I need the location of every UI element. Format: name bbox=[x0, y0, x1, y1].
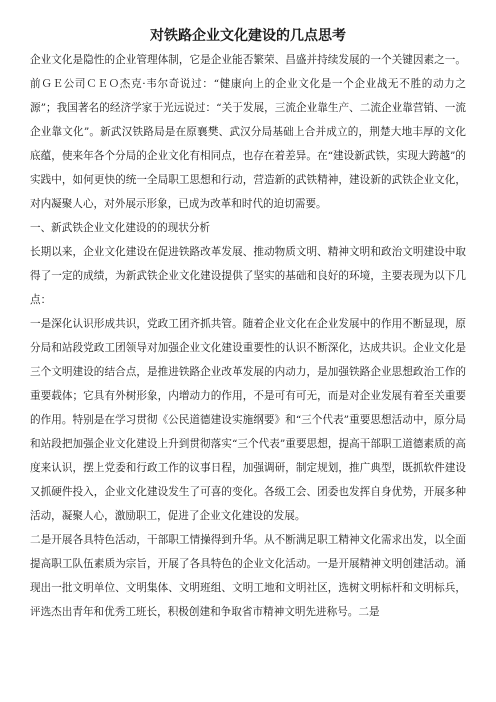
paragraph-point-2: 二是开展各具特色活动，干部职工情操得到升华。从不断满足职工精神文化需求出发，以全面提高职工队伍素质为宗旨，开展了各具特色的企业文化活动。一是开展精神文明创建活动。涌现出一批文明单位、文明集体、文明班组、文明工地和文明社区，选树文明标杆和文明标兵，评选杰出青年和优秀工班长，积极创建和争取省市精神文明先进称号。二是 bbox=[30, 534, 466, 618]
document-title: 对铁路企业文化建设的几点思考 bbox=[150, 28, 346, 44]
paragraph-point-1: 一是深化认识形成共识，党政工团齐抓共管。随着企业文化在企业发展中的作用不断显现，原分局和站段党政工团领导对加强企业文化建设重要性的认识不断深化，达成共识。企业文化是三个文明建设的结合点，是推进铁路企业改革发展的内动力，是加强铁路企业思想政治工作的重要载体；它具有外树形象，内增动力的作用，不是可有可无，而是对企业发展有着至关重要的作用。特别是在学习贯彻《公民道德建设实施纲要》和“三个代表”重要思想活动中，原分局和站段把加强企业文化建设上升到贯彻落实“三个代表”重要思想，提高干部职工道德素质的高度来认识，摆上党委和行政工作的议事日程，加强调研，制定规划，推广典型，既抓软件建设又抓硬件投入，企业文化建设发生了可喜的变化。各级工会、团委也发挥自身优势，开展多种活动，凝聚人心，激励职工，促进了企业文化建设的发展。 bbox=[30, 318, 466, 522]
section-heading-1: 一、新武铁企业文化建设的的现状分析 bbox=[30, 222, 211, 234]
paragraph-overview: 长期以来，企业文化建设在促进铁路改革发展、推动物质文明、精神文明和政治文明建设中取得了一定的成绩，为新武铁企业文化建设提供了坚实的基础和良好的环境，主要表现为以下几点： bbox=[30, 246, 466, 306]
paragraph-intro: 企业文化是隐性的企业管理体制，它是企业能否繁荣、昌盛并持续发展的一个关键因素之一。前ＧＥ公司ＣＥＯ杰克·韦尔奇说过：“健康向上的企业文化是一个企业战无不胜的动力之源”；我国著名的经济学家于光远说过：“关于发展，三流企业靠生产、二流企业靠营销、一流企业靠文化”。新武汉铁路局是在原襄樊、武汉分局基础上合并成立的，荆楚大地丰厚的文化底蕴，使来年各个分局的企业文化有相同点，也存在着差异。在“建设新武铁，实现大跨越”的实践中，如何更快的统一全局职工思想和行动，营造新的武铁精神，建设新的武铁企业文化，对内凝聚人心，对外展示形象，已成为改革和时代的迫切需要。 bbox=[30, 54, 466, 210]
document-page bbox=[30, 26, 466, 624]
